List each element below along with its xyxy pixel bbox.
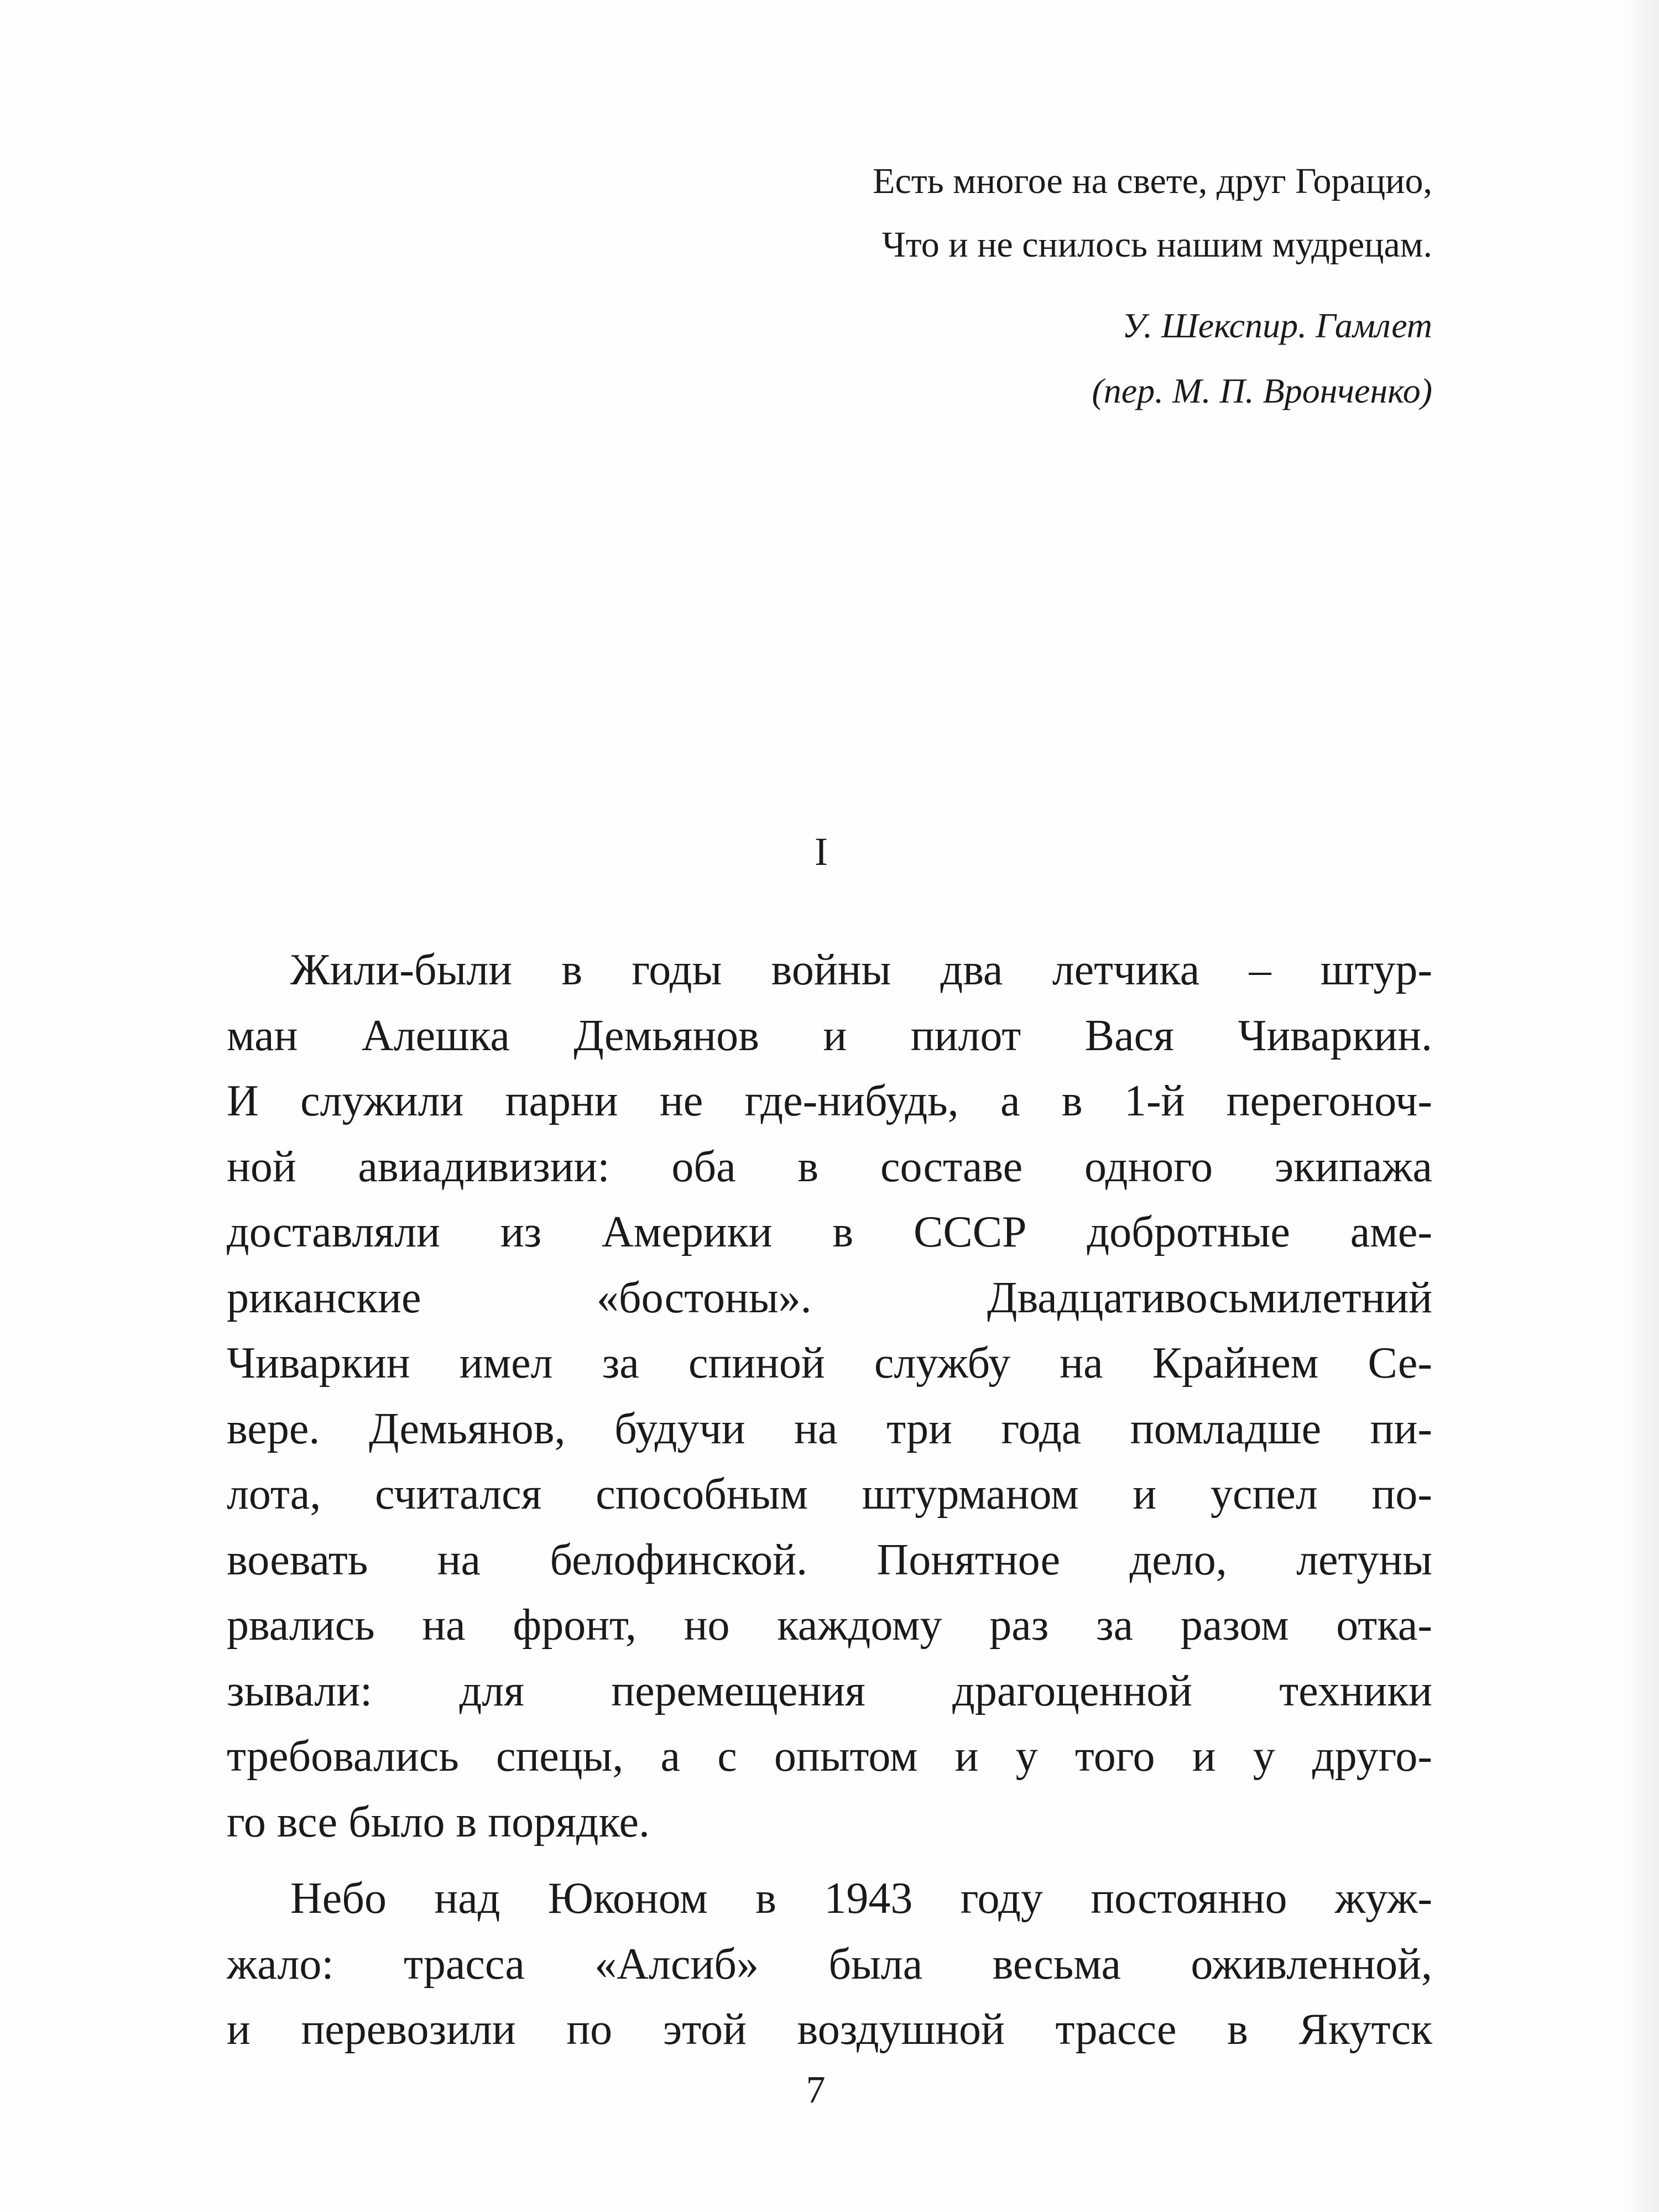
- chapter-number: I: [815, 830, 828, 874]
- text-line: и перевозили по этой воздушной трассе в Якутск: [227, 2005, 1432, 2054]
- page-number: 7: [806, 2069, 826, 2111]
- paragraph: [227, 1866, 1432, 2063]
- body-text: [227, 937, 1432, 2063]
- paragraph: [227, 937, 1432, 1855]
- epigraph: [664, 149, 1432, 276]
- epigraph-line: Есть многое на свете, друг Горацио,: [873, 161, 1432, 201]
- text-line: риканские «бостоны». Двадцативосьмилетний: [227, 1273, 1432, 1322]
- text-line: воевать на белофинской. Понятное дело, летуны: [227, 1535, 1432, 1584]
- text-line: Жили-были в годы войны два летчика – штур-: [290, 946, 1432, 994]
- text-line: вере. Демьянов, будучи на три года помладше пи-: [227, 1404, 1432, 1453]
- epigraph-author-work: У. Шекспир. Гамлет: [1121, 306, 1432, 345]
- paragraph-gap: [227, 1855, 1432, 1866]
- text-line: доставляли из Америки в СССР добротные аме-: [227, 1208, 1432, 1256]
- text-line: И служили парни не где-нибудь, а в 1-й перегоноч-: [227, 1077, 1432, 1125]
- epigraph-line: Что и не снилось нашим мудрецам.: [881, 225, 1432, 265]
- text-line: го все было в порядке.: [227, 1797, 650, 1846]
- text-line: ман Алешка Демьянов и пилот Вася Чиваркин.: [227, 1011, 1432, 1060]
- text-line: зывали: для перемещения драгоценной техники: [227, 1666, 1432, 1715]
- page-edge-shadow: [1620, 0, 1659, 2212]
- epigraph-translator: (пер. М. П. Вронченко): [1092, 371, 1432, 410]
- text-line: Чиваркин имел за спиной службу на Крайнем Се-: [227, 1339, 1432, 1387]
- text-line: Небо над Юконом в 1943 году постоянно жуж-: [290, 1874, 1432, 1923]
- text-line: лота, считался способным штурманом и успел по-: [227, 1470, 1432, 1519]
- text-line: ной авиадивизии: оба в составе одного экипажа: [227, 1142, 1432, 1191]
- text-line: жало: трасса «Алсиб» была весьма оживленной,: [227, 1939, 1432, 1989]
- text-line: рвались на фронт, но каждому раз за разом отка-: [227, 1601, 1432, 1650]
- text-line: требовались спецы, а с опытом и у того и у друго-: [227, 1732, 1432, 1781]
- epigraph-source: [664, 293, 1432, 424]
